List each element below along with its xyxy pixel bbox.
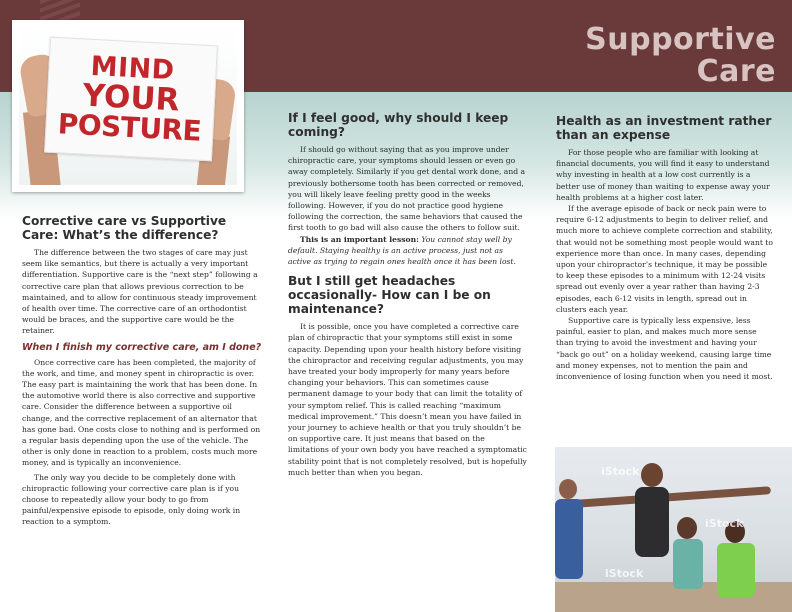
boy-figure — [717, 543, 755, 597]
column-2 — [288, 111, 528, 478]
photo-inner — [19, 27, 237, 185]
family-exercise-photo — [555, 447, 792, 612]
sign-line-1: MIND — [89, 51, 176, 87]
posture-sign-photo — [12, 20, 244, 192]
woman-figure — [635, 487, 669, 557]
lesson-italic: You cannot stay well by default. Staying healthy is an active process, just not as active as trying to regain ones health once it has been lost. — [288, 234, 516, 267]
title-line-1: Supportive — [585, 22, 776, 57]
band-decoration — [40, 0, 80, 22]
column-3 — [556, 114, 774, 382]
woman-head — [641, 463, 663, 487]
girl-figure — [673, 539, 703, 589]
girl-head — [677, 517, 697, 539]
lesson-bold: This is an important lesson: — [300, 234, 419, 244]
sign-line-2: YOUR — [81, 77, 181, 119]
less-expensive-paragraph: Supportive care is typically less expensive, less painful, easier to plan, and makes much more sense than trying to avoid the investment and having your “back go out” on a holiday weekend, causing large time and money expenses, not to mention the pain and inconvenience of losing function when you need it most. — [556, 316, 773, 382]
sign-line-3: POSTURE — [56, 107, 203, 148]
feel-good-paragraph: If should go without saying that as you improve under chiropractic care, your symptoms should lessen or even go away completely. Similarly if you get dental work done, and a previously bothersome tooth has been corrected or removed, you will likely leave feeling pretty good in the weeks following. However, if you do not practice good hygiene following the correction, the same behaviors that caused the first tooth to go bad will also cause the others to follow suit. — [288, 145, 526, 233]
watermark-1: iStock — [601, 465, 640, 478]
column-1 — [22, 214, 262, 528]
feel-good-heading: If I feel good, why should I keep coming? — [288, 111, 509, 139]
watermark-3: iStock — [605, 567, 644, 580]
man-figure — [555, 499, 583, 579]
headaches-heading: But I still get headaches occasionally- How can I be on maintenance? — [288, 274, 491, 317]
page-title — [516, 24, 776, 88]
title-line-2: Care — [696, 54, 776, 89]
investment-heading: Health as an investment rather than an expense — [556, 114, 772, 142]
maximum-improvement-paragraph: It is possible, once you have completed a corrective care plan of chiropractic that your symptoms still exist in some capacity. Depending upon your health history before visiting the chiropractor and receiving regular adjustments, you may have treated your body improperly for many years before changing your behaviors. This can sometimes cause permanent damage to your body that can limit the totality of your symptom relief. This is called reaching “maximum medical improvement.” This doesn’t mean you have failed in your journey to achieve health or that you truly shouldn’t be on supportive care. It just means that based on the limitations of your own body you have reached a symptomatic stability point that is not completely resolved, but is hopefully much better than when you began. — [288, 322, 527, 477]
watermark-2: iStock — [705, 517, 744, 530]
only-way-paragraph: The only way you decide to be completely done with chiropractic following your corrective care plan is if you choose to repeatedly allow your body to go from painful/expensive episode to episode, only doing work in reaction to a symptom. — [22, 472, 241, 527]
financial-paragraph: For those people who are familiar with looking at financial documents, you will find it easy to understand why investing in health at a low cost currently is a better use of money than waiting to expense away your health problems at a higher cost later. — [556, 148, 770, 202]
automotive-paragraph: Once corrective care has been completed, the majority of the work, and time, and money spent in chiropractic is over. The easy part is maintaining the work that has been done. In the automotive world there is also corrective and supportive care. Consider the difference between a supportive oil change, and the corrective replacement of an alternator that has gone bad. One costs close to nothing and is performed on a regular basis depending upon the use of the vehicle. The other is only done in reaction to a problem, costs much more money, and is typically an inconvenience. — [22, 357, 261, 468]
corrective-vs-supportive-heading: Corrective care vs Supportive Care: What’s the difference? — [22, 214, 227, 242]
woman-arms — [575, 486, 771, 508]
important-lesson-paragraph — [288, 234, 528, 268]
episodes-paragraph: If the average episode of back or neck pain were to require 6-12 adjustments to begin to deliver relief, and much more to achieve complete correction and stability, that would not be something most people would want to experience more than once. In many cases, depending upon your chiropractor’s technique, it may be possible to keep these episodes to a minimum with 12-24 visits spread out evenly over a year rather than having 2-3 episodes, each 6-12 visits in length, spread out in clusters each year. — [556, 204, 773, 314]
difference-paragraph: The difference between the two stages of care may just seem like semantics, but there is actually a very important differentiation. Supportive care is the “next step” following a corrective care plan that allows previous correction to be maintained, and to allow for continuous steady improvement of health over time. The corrective care of an orthodontist would be braces, and the supportive care would be the retainer. — [22, 248, 258, 336]
man-head — [559, 479, 577, 499]
finish-care-subheading: When I finish my corrective care, am I done? — [22, 341, 262, 353]
posture-sign — [44, 37, 218, 162]
